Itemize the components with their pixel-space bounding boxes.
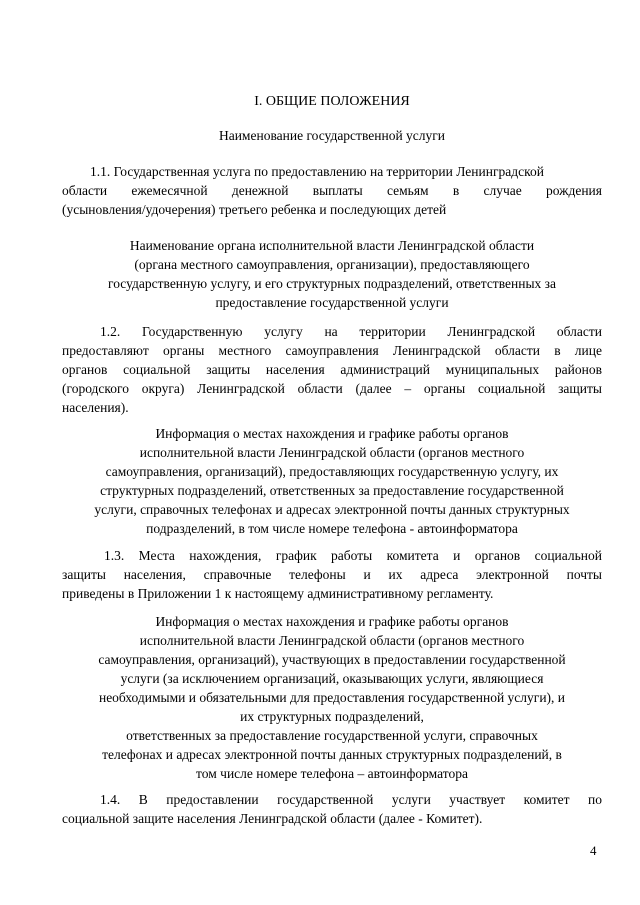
paragraph-1-1 [62,162,602,219]
text-line: защиты населения, справочные телефоны и их адреса электронной почты [62,567,602,582]
text-line: 1.1. Государственная услуга по предоставлению на территории Ленинградской [90,164,544,179]
text-line: их структурных подразделений, [240,709,424,724]
heading-service-name: Наименование государственной услуги [218,128,446,143]
paragraph-1-2 [62,322,602,417]
heading-authority [62,236,602,312]
section-title: I. ОБЩИЕ ПОЛОЖЕНИЯ [254,94,410,109]
page-number: 4 [590,843,597,858]
heading-locations-info [62,424,602,538]
text-line: исполнительной власти Ленинградской области (органов местного [139,445,525,460]
text-line: услуги, справочных телефонах и адресах электронной почты данных структурных [94,502,570,517]
text-line: телефонах и адресах электронной почты данных структурных подразделений, в [102,747,562,762]
text-line: подразделений, в том числе номере телефона - автоинформатора [146,521,518,536]
text-line: самоуправления, организаций), участвующих в предоставлении государственной [98,652,566,667]
text-line: государственную услугу, и его структурных подразделений, ответственных за [108,276,556,291]
text-line: 1.4. В предоставлении государственной услуги участвует комитет по [100,792,602,807]
text-line: необходимыми и обязательными для предоставления государственной услуги), и [98,690,566,705]
text-line: Информация о местах нахождения и графике работы органов [155,614,509,629]
text-line: органов социальной защиты населения администраций муниципальных районов [62,362,602,377]
text-line: исполнительной власти Ленинградской области (органов местного [139,633,525,648]
text-line: структурных подразделений, ответственных за предоставление государственной [100,483,564,498]
text-line: населения). [62,400,129,415]
heading-participants-info [62,612,602,783]
text-line: Наименование органа исполнительной власти Ленинградской области [129,238,535,253]
text-line: (городского округа) Ленинградской области (далее – органы социальной защиты [62,381,602,396]
text-line: области ежемесячной денежной выплаты семьям в случае рождения [62,183,602,198]
text-line: предоставляют органы местного самоуправления Ленинградской области в лице [62,343,602,358]
text-line: 1.2. Государственную услугу на территории Ленинградской области [100,324,602,339]
text-line: услуги (за исключением организаций, оказывающих услуги, являющиеся [120,671,544,686]
text-line: (органа местного самоуправления, организации), предоставляющего [134,257,530,272]
text-line: ответственных за предоставление государственной услуги, справочных [126,728,538,743]
text-line: социальной защите населения Ленинградской области (далее - Комитет). [62,811,483,826]
text-line: том числе номере телефона – автоинформатора [196,766,468,781]
text-line: Информация о местах нахождения и графике работы органов [155,426,509,441]
text-line: (усыновления/удочерения) третьего ребенка и последующих детей [62,202,447,217]
text-line: приведены в Приложении 1 к настоящему административному регламенту. [62,586,494,601]
text-line: 1.3. Места нахождения, график работы комитета и органов социальной [104,548,602,563]
paragraph-1-4 [62,790,602,828]
paragraph-1-3 [62,546,602,603]
text-line: самоуправления, организаций), предоставляющих государственную услугу, их [105,464,559,479]
text-line: предоставление государственной услуги [215,295,449,310]
